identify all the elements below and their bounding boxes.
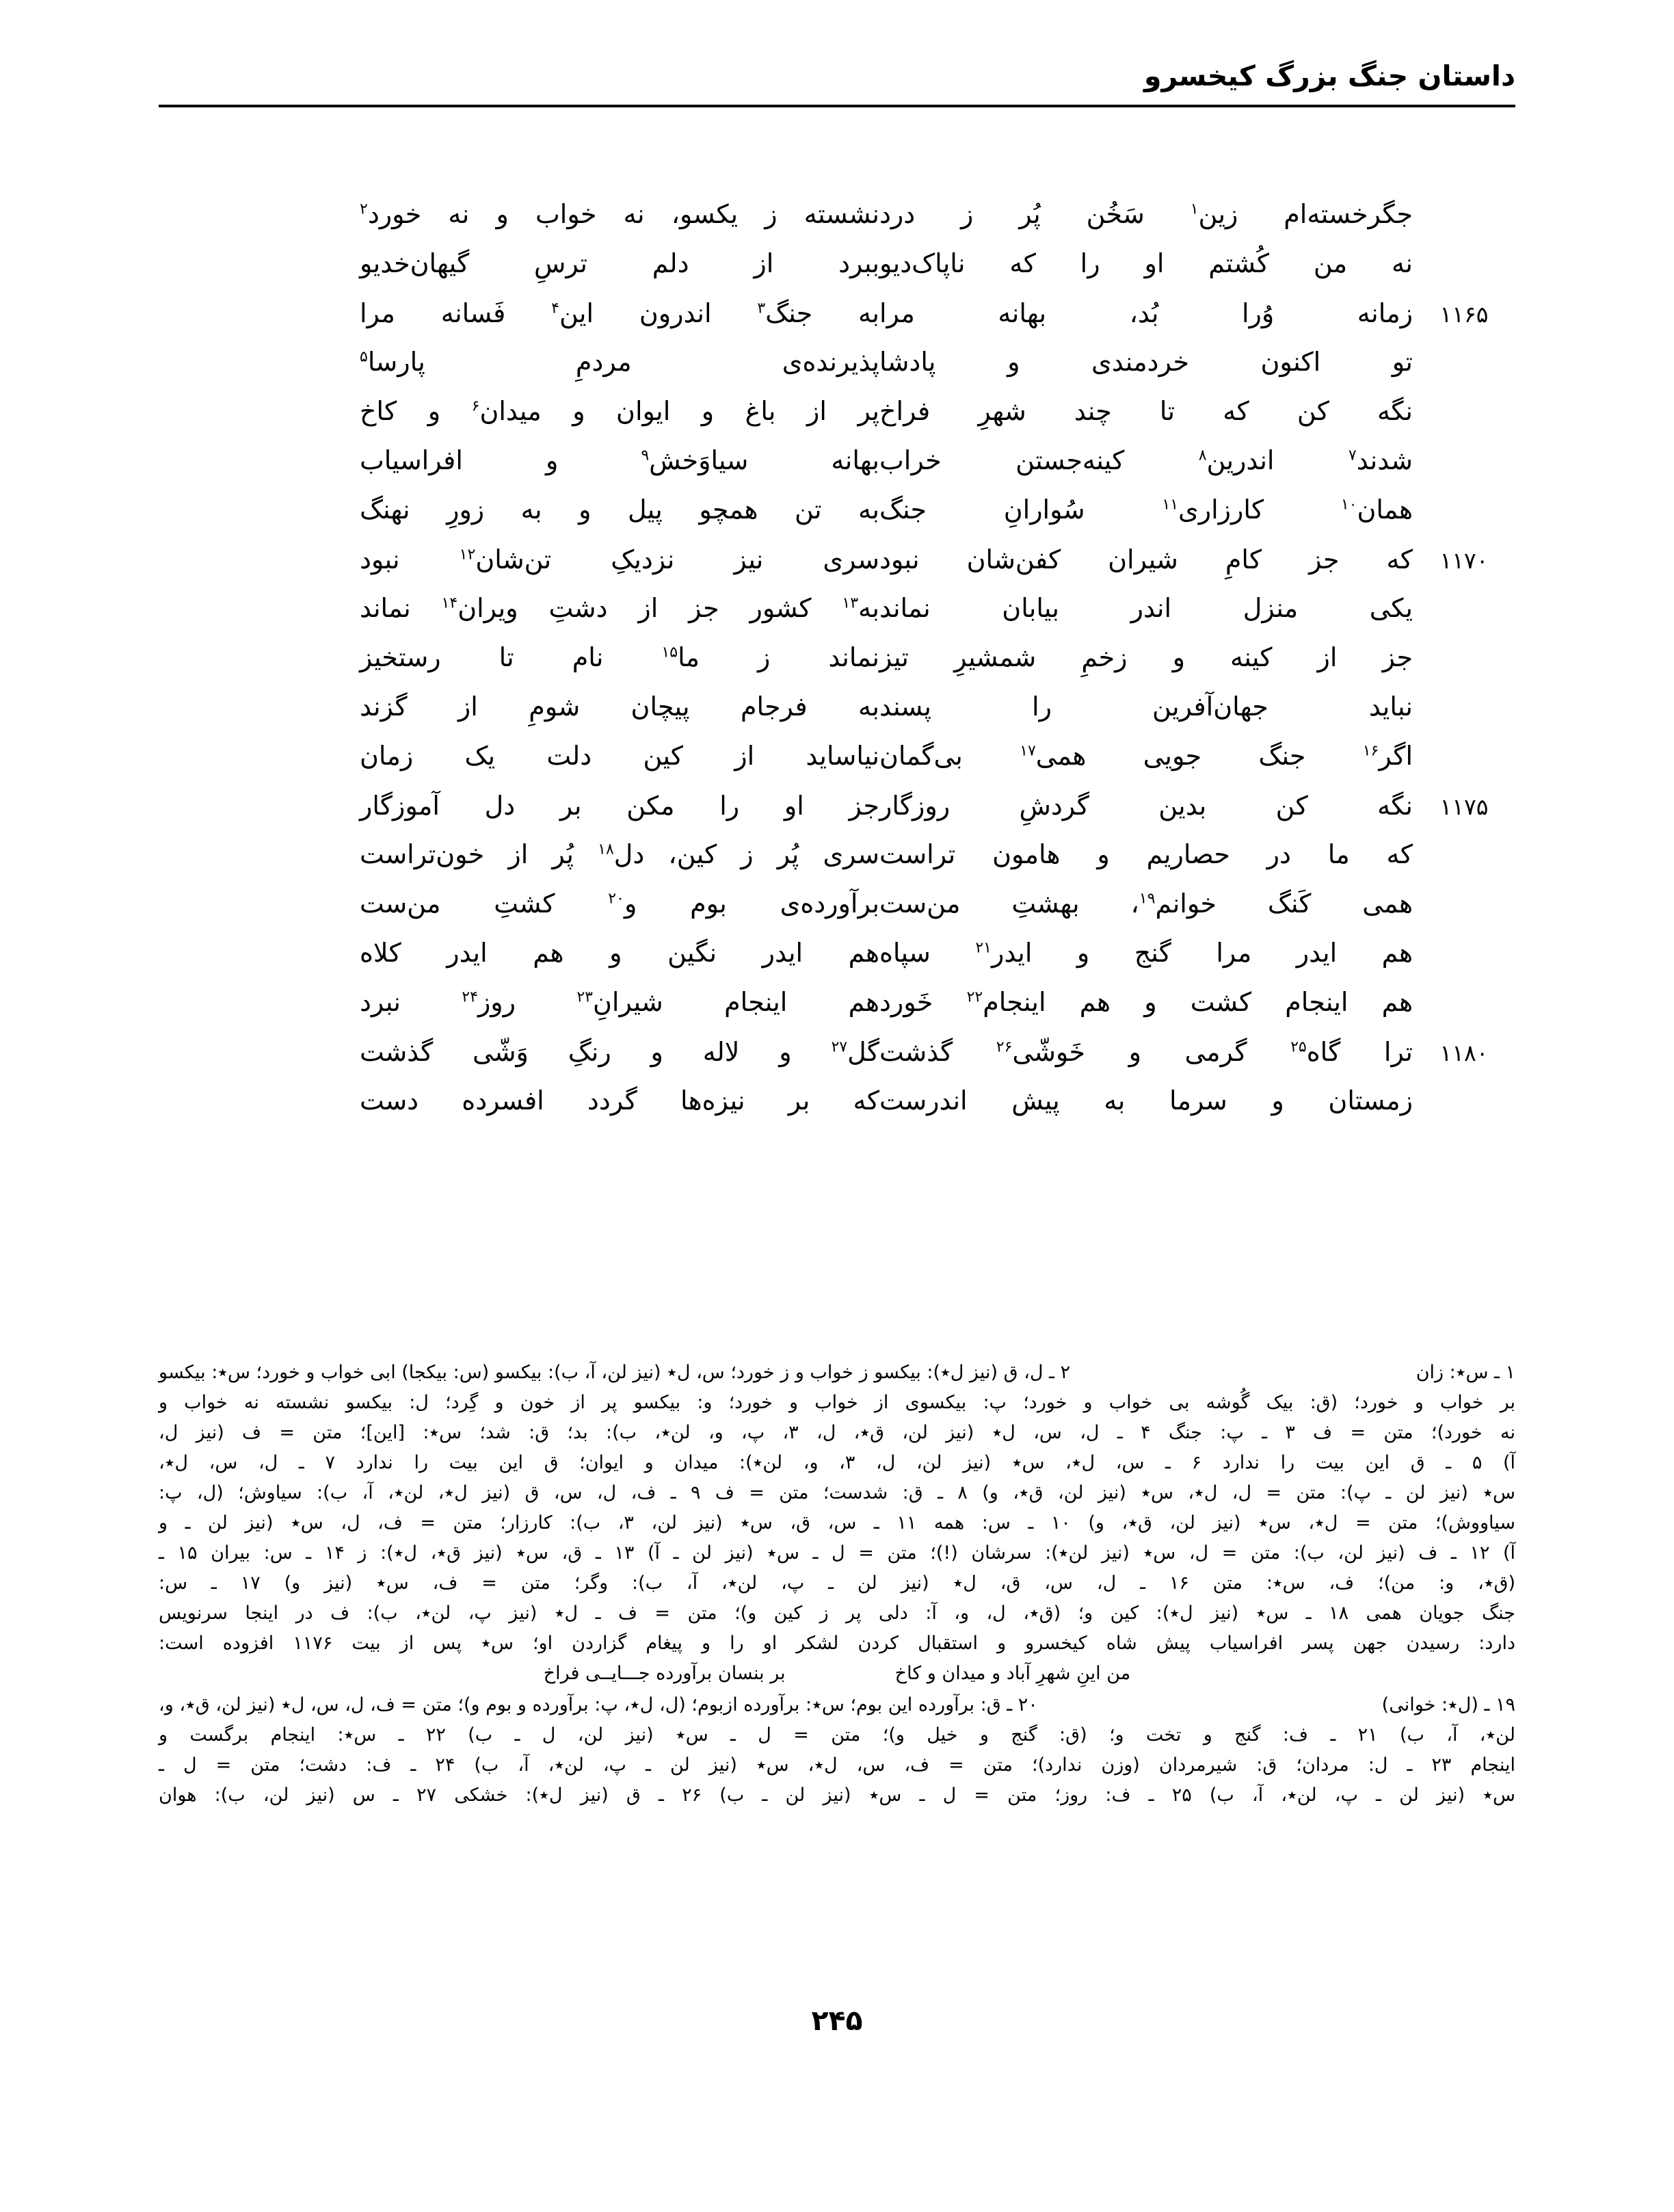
verse-line — [159, 395, 1515, 445]
verse-line — [159, 839, 1515, 888]
hemistich-second: برآورده‌ی بوم و$^{۲۰}$ کشتِ من‌ست — [360, 888, 879, 919]
hemistich-second: هم اینجام شیرانِ$^{۲۳}$ روز$^{۲۴}$ نبرد — [360, 987, 879, 1017]
hemistich-first: همان$^{۱۰}$ کارزاری$^{۱۱}$ سُوارانِ جنگ — [879, 495, 1413, 525]
hemistich-first: شدند$^۷$ اندرین$^۸$ کینه‌جستن خراب — [879, 445, 1413, 475]
hemistich-first: هم اینجام کشت و هم اینجام$^{۲۲}$ خَورد — [879, 987, 1413, 1017]
verse-number: ۱۱۸۰ — [1439, 1040, 1489, 1066]
hemistich-second: به$^{۱۳}$ کشور جز از دشتِ ویران$^{۱۴}$ نماند — [360, 593, 879, 623]
hemistich-second: هم ایدر نگین و هم ایدر کلاه — [360, 938, 879, 968]
verse-line — [159, 198, 1515, 248]
hemistich-second: به فرجام پیچان شومِ از گزند — [360, 692, 879, 722]
page-number: ۲۴۵ — [811, 2004, 863, 2037]
running-head-title: داستان جنگ بزرگ کیخسرو — [1144, 60, 1515, 92]
verse-number: ۱۱۶۵ — [1439, 301, 1489, 328]
hemistich-second: به جنگ$^۳$ اندرون این$^۴$ فَسانه مرا — [360, 298, 879, 328]
verse-line — [159, 543, 1515, 592]
hemistich-first: تو اکنون خردمندی و پادشا — [879, 347, 1413, 377]
verse-line — [159, 1036, 1515, 1085]
verse-number — [1413, 1007, 1515, 1011]
hemistich-first: نگه کن که تا چند شهرِ فراخ — [879, 396, 1413, 426]
hemistich-first: زمانه وُرا بُد، بهانه مرا — [879, 298, 1413, 328]
hemistich-first: نه من کُشتم او را که ناپاک‌دیو — [879, 248, 1413, 278]
footnote-apparatus — [159, 1358, 1515, 1811]
verse-line — [159, 740, 1515, 789]
footnote-line: سیاووش)؛ متن = ل٭، س٭ (نیز لن، ق٭، و) ۱۰ ـ س: همه ۱۱ ـ س، ق، س٭ (نیز لن، ٣، ب): کارزار؛ متن = ف، ل، س٭ (نیز لن ـ و — [159, 1512, 1515, 1533]
verse-number — [1413, 514, 1515, 518]
verse-line — [159, 445, 1515, 494]
verse-number — [1413, 908, 1515, 912]
footnote-line: آ) ۱۲ ـ ف (نیز لن، ب): متن = ل، س٭ (نیز لن٭): سرشان (!)؛ متن = ل ـ س٭ (نیز لن ـ آ) ۱۳ ـ ق، س٭ (نیز ق٭، ل٭): ز ۱۴ ـ س: بیران ۱۵ ـ — [159, 1542, 1515, 1564]
verse-number — [1413, 958, 1515, 962]
verse-number — [1413, 219, 1515, 223]
verse-line — [159, 937, 1515, 986]
verse-number — [1413, 367, 1515, 371]
hemistich-second: سری نیز نزدیکِ تن‌شان$^{۱۲}$ نبود — [360, 544, 879, 575]
hemistich-second: بهانه سیاوَخش$^۹$ و افراسیاب — [360, 445, 879, 475]
footnote-line: لن٭، آ، ب) ۲۱ ـ ف: گنج و تخت و؛ (ق: گنج و خیل و)؛ متن = ل ـ س٭ (نیز لن، ل ـ ب) ۲۲ ـ س٭: اینجام برگست و — [159, 1724, 1516, 1746]
verse-number — [1413, 1105, 1515, 1109]
hemistich-first: زمستان و سرما به پیش اندرست — [879, 1085, 1413, 1116]
footnote-line: آ) ۵ ـ ق این بیت را ندارد ۶ ـ س، ل٭، س٭ (نیز لن، ل، ٣، و، لن٭): میدان و ایوان؛ ق این بیت را ندارد ۷ ـ ل، س، ل٭، — [159, 1452, 1515, 1473]
footnote-entry: ۱ ـ س٭: زان — [1416, 1362, 1515, 1383]
hemistich-second: گل$^{۲۷}$ و لاله و رنگِ وَشّی گذشت — [360, 1037, 879, 1067]
hemistich-first: هم ایدر مرا گنج و ایدر$^{۲۱}$ سپاه — [879, 938, 1413, 968]
verse-line — [159, 494, 1515, 543]
hemistich-second: پر از باغ و ایوان و میدان$^۶$ و کاخ — [360, 396, 879, 426]
footnote-entry: ۲۰ ـ ق: برآورده این بوم؛ س٭: برآورده ازبوم؛ (ل، ل٭، پ: برآورده و بوم و)؛ متن = ف، ل، س، ل٭ (نیز لن، ق٭، و، — [159, 1694, 1038, 1715]
verse-line — [159, 789, 1515, 839]
running-head — [159, 59, 1515, 107]
footnote-couplet-hemistich: بر بنسان برآورده جـــایــی فراخ — [543, 1663, 786, 1684]
verse-number — [1413, 859, 1515, 863]
verse-number — [1413, 711, 1515, 715]
verse-number: ۱۱۷۰ — [1439, 547, 1489, 574]
footnote-entry: ۱۹ ـ (ل٭: خوانی) — [1381, 1694, 1515, 1715]
footnote-couplet — [159, 1659, 1515, 1690]
footnote-line: س٭ (نیز لن ـ پ، لن٭، آ، ب) ۲۵ ـ ف: روز؛ متن = ل ـ س٭ (نیز لن ـ ب) ۲۶ ـ ق (نیز ل٭): خشکی ۲۷ ـ س (نیز لن، ب): هوان — [159, 1785, 1515, 1806]
verse-number — [1413, 662, 1515, 666]
footnote-couplet-hemistich: من اینِ شهرِ آباد و میدان و کاخ — [894, 1663, 1131, 1684]
footnote-line: دارد: رسیدن جهن پسر افراسیاب پیش شاه کیخسرو و استقبال کردن لشکر او را و پیغام گزاردن او؛ س٭ پس از بیت ۱۱۷۶ افزوده است: — [159, 1633, 1515, 1654]
hemistich-second: نشسته ز یکسو، نه خواب و نه خورد$^۲$ — [360, 199, 879, 229]
footnote-line: بر خواب و خورد؛ (ق: بیک گُوشه بی خواب و خورد؛ پ: بیکسوی از خواب و خورد؛ و: بیکسو پر از خون و گِرد؛ ل: بیکسو نشسته نه خواب و — [159, 1392, 1515, 1413]
footnote-line: جنگ جویان همی ۱۸ ـ س٭ (نیز ل٭): کین و؛ (ق٭، ل، و، آ: دلی پر ز کین و)؛ متن = ف ـ ل٭ (نیز پ، لن٭، ب): ف در اینجا سرنویس — [159, 1603, 1515, 1624]
hemistich-first: ترا گاه$^{۲۵}$ گرمی و خَوشّی$^{۲۶}$ گذشت — [879, 1037, 1413, 1067]
hemistich-second: ببرد از دلم ترسِ گیهان‌خدیو — [360, 248, 879, 278]
hemistich-second: پذیرنده‌ی مردمِ پارسا$^۵$ — [360, 347, 879, 377]
verse-line — [159, 691, 1515, 740]
footnote-line — [159, 1690, 1515, 1720]
hemistich-second: که بر نیزه‌ها گردد افسرده دست — [360, 1085, 879, 1116]
hemistich-first: یکی منزل اندر بیابان نماند — [879, 593, 1413, 623]
footnote-line: س٭ (نیز لن ـ پ): متن = ل، ل٭، س٭ (نیز لن، ق٭، و) ۸ ـ ق: شدست؛ متن = ف ۹ ـ ف، ل، س، ق (نیز ل٭، لن٭، آ، ب): سیاوش؛ (ل، پ: — [159, 1482, 1515, 1503]
verse-line — [159, 1085, 1515, 1134]
verse-block — [159, 198, 1515, 1134]
verse-number — [1413, 465, 1515, 469]
footnote-line: (ق٭، و: من)؛ ف، س٭: متن ۱۶ ـ ل، س، ق، ل٭ (نیز لن ـ پ، لن٭، آ، ب): وگر؛ متن = ف، س٭ (نیز و) ۱۷ ـ س: — [159, 1572, 1515, 1594]
hemistich-first: اگر$^{۱۶}$ جنگ جویی همی$^{۱۷}$ بی‌گمان — [879, 741, 1413, 771]
hemistich-first: جگرخسته‌ام زین$^۱$ سَخُن پُر ز درد — [879, 199, 1413, 229]
verse-number — [1413, 416, 1515, 420]
hemistich-second: نیاساید از کین دلت یک زمان — [360, 741, 879, 771]
hemistich-first: که ما در حصاریم و هامون تراست — [879, 839, 1413, 869]
hemistich-first: جز از کینه و زخمِ شمشیرِ تیز — [879, 642, 1413, 672]
header-divider — [159, 105, 1515, 107]
verse-number — [1413, 268, 1515, 272]
verse-line — [159, 592, 1515, 642]
hemistich-second: جز او را مکن بر دل آموزگار — [360, 791, 879, 821]
verse-number — [1413, 613, 1515, 617]
hemistich-first: نباید جهان‌آفرین را پسند — [879, 692, 1413, 722]
footnote-line: نه خورد)؛ متن = ف ۳ ـ پ: جنگ ۴ ـ ل، س، ل٭ (نیز لن، ق٭، ل، ٣، پ، و، لن٭، ب): بد؛ ق: شد؛ س٭: [این]؛ متن = ف (نیز ل، — [159, 1422, 1515, 1443]
verse-line — [159, 642, 1515, 691]
hemistich-first: نگه کن بدین گردشِ روزگار — [879, 791, 1413, 821]
verse-line — [159, 986, 1515, 1036]
footnote-entry: ۲ ـ ل، ق (نیز ل٭): بیکسو ز خواب و ز خورد؛ س، ل٭ (نیز لن، آ، ب): بیکسو (س: بیکجا) ابی خواب و خورد؛ س٭: بیکسو — [159, 1362, 1071, 1383]
verse-line — [159, 297, 1515, 346]
hemistich-first: که جز کامِ شیران کفن‌شان نبود — [879, 544, 1413, 575]
verse-line — [159, 248, 1515, 297]
footnote-line: اینجام ۲۳ ـ ل: مردان؛ ق: شیرمردان (وزن ندارد)؛ متن = ف، س، ل٭، س٭ (نیز لن ـ پ، لن٭، آ، ب) ۲۴ ـ ف: دشت؛ متن = ل ـ — [159, 1754, 1515, 1776]
hemistich-second: نماند ز ما$^{۱۵}$ نام تا رستخیز — [360, 642, 879, 672]
verse-number — [1413, 761, 1515, 765]
hemistich-second: سری پُر ز کین، دل$^{۱۸}$ پُر از خون‌تراست — [360, 839, 879, 869]
hemistich-second: به تن همچو پیل و به زورِ نهنگ — [360, 495, 879, 525]
verse-line — [159, 346, 1515, 395]
footnote-line — [159, 1358, 1515, 1388]
verse-line — [159, 888, 1515, 937]
verse-number: ۱۱۷۵ — [1439, 793, 1489, 820]
hemistich-first: همی کَنگ خوانم$^{۱۹}$، بهشتِ من‌ست — [879, 888, 1413, 919]
